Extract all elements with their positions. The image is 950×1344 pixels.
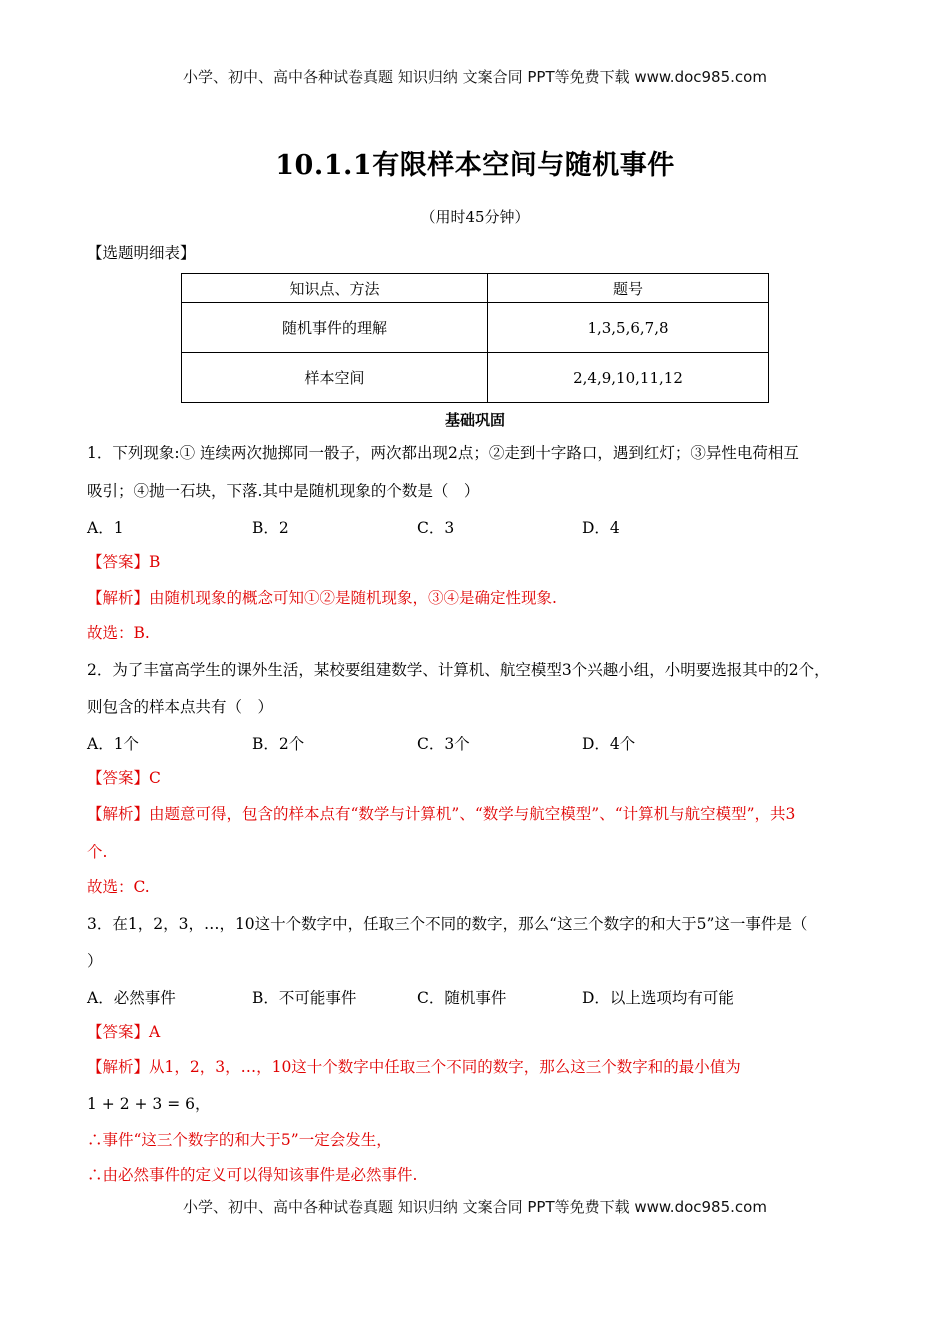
time-limit: （用时45分钟） [420,208,530,226]
question-2-choice: 故选：C. [87,878,150,896]
question-3-conclusion-2: ∴由必然事件的定义可以得知该事件是必然事件. [87,1166,418,1184]
question-3-text-cont: ） [87,952,103,970]
table-row [182,353,769,403]
question-1-text-cont: 吸引；④抛一石块，下落.其中是随机现象的个数是（ ） [87,482,480,500]
question-2-text: 2．为了丰富高学生的课外生活，某校要组建数学、计算机、航空模型3个兴趣小组，小明要选报其中的2个， [87,661,830,679]
question-2-option-d: D．4个 [582,735,636,753]
table-header-cell: 题号 [488,274,769,303]
question-2-option-b: B．2个 [252,735,305,753]
question-2-text-cont: 则包含的样本点共有（ ） [87,698,274,716]
question-1-option-c: C．3 [417,519,455,537]
question-2-analysis: 【解析】由题意可得，包含的样本点有“数学与计算机”、“数学与航空模型”、“计算机与航空模型”，共3 [87,805,796,823]
question-1-option-b: B．2 [252,519,289,537]
page-footer: 小学、初中、高中各种试卷真题 知识归纳 文案合同 PPT等免费下载 www.doc985.com [183,1198,767,1216]
question-3-formula: 1 + 2 + 3 = 6， [87,1095,211,1113]
table-heading: 【选题明细表】 [87,244,196,262]
question-1-choice: 故选：B. [87,624,150,642]
question-1-analysis: 【解析】由随机现象的概念可知①②是随机现象，③④是确定性现象. [87,589,557,607]
question-2-option-a: A．1个 [87,735,140,753]
question-2-answer: 【答案】C [87,769,161,787]
page-header: 小学、初中、高中各种试卷真题 知识归纳 文案合同 PPT等免费下载 www.doc985.com [183,68,767,86]
table-cell: 2,4,9,10,11,12 [488,353,769,403]
question-3-text: 3．在1，2，3，…，10这十个数字中，任取三个不同的数字，那么“这三个数字的和大于5”这一事件是（ [87,915,808,933]
question-3-option-c: C．随机事件 [417,989,507,1007]
table-cell: 1,3,5,6,7,8 [488,303,769,353]
question-1-answer: 【答案】B [87,553,161,571]
question-3-answer: 【答案】A [87,1023,161,1041]
question-1-text: 1．下列现象:① 连续两次抛掷同一骰子，两次都出现2点；②走到十字路口，遇到红灯；③异性电荷相互 [87,444,799,462]
question-3-option-d: D．以上选项均有可能 [582,989,734,1007]
table-cell: 随机事件的理解 [182,303,488,353]
table-header-row [182,274,769,303]
question-1-option-d: D．4 [582,519,620,537]
table-row [182,303,769,353]
question-3-analysis: 【解析】从1，2，3，…，10这十个数字中任取三个不同的数字，那么这三个数字和的最小值为 [87,1058,741,1076]
table-cell: 样本空间 [182,353,488,403]
question-1-option-a: A．1 [87,519,124,537]
question-2-option-c: C．3个 [417,735,470,753]
table-header-cell: 知识点、方法 [182,274,488,303]
section-title: 基础巩固 [444,411,505,429]
question-3-conclusion-1: ∴事件“这三个数字的和大于5”一定会发生， [87,1131,392,1149]
question-2-analysis-cont: 个. [87,843,108,861]
question-detail-table [181,273,769,403]
question-3-option-a: A．必然事件 [87,989,176,1007]
question-3-option-b: B．不可能事件 [252,989,357,1007]
page-title: 10.1.1有限样本空间与随机事件 [275,150,675,181]
